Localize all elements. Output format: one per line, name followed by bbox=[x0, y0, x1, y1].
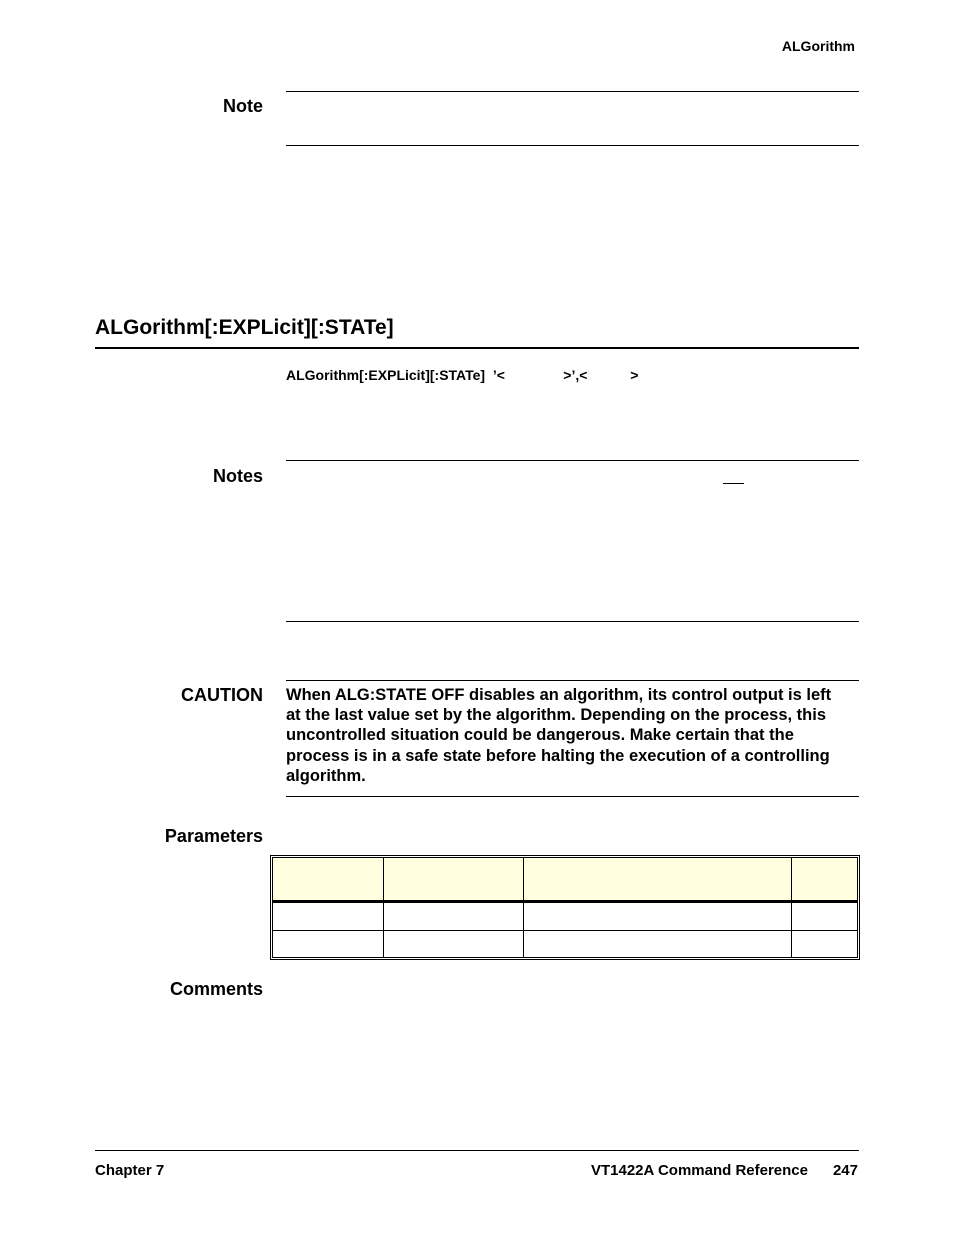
notes-bottom-rule bbox=[286, 621, 859, 622]
table-cell bbox=[272, 931, 384, 958]
note-bottom-rule bbox=[286, 145, 859, 146]
notes-label: Notes bbox=[212, 466, 263, 486]
caution-text bbox=[286, 685, 861, 786]
caution-label: CAUTION bbox=[181, 685, 263, 705]
table-row bbox=[272, 903, 858, 930]
table-cell bbox=[524, 903, 792, 930]
footer-page-number: 247 bbox=[832, 1162, 858, 1179]
caution-line: process is in a safe state before halting the execution of a controlling bbox=[286, 746, 830, 765]
table-cell bbox=[272, 903, 384, 930]
parameters-label: Parameters bbox=[164, 826, 263, 846]
table-cell bbox=[384, 903, 524, 930]
table-header-cell bbox=[272, 857, 384, 903]
caution-line: uncontrolled situation could be dangerous. Make certain that the bbox=[286, 726, 794, 745]
table-cell bbox=[384, 931, 524, 958]
table-cell bbox=[524, 931, 792, 958]
notes-top-rule bbox=[286, 460, 859, 461]
table-header-cell bbox=[384, 857, 524, 903]
comments-label: Comments bbox=[169, 979, 263, 999]
footer-chapter: Chapter 7 bbox=[95, 1162, 165, 1179]
table-header-cell bbox=[524, 857, 792, 903]
footer-rule bbox=[95, 1150, 859, 1151]
parameters-table bbox=[270, 855, 860, 960]
command-heading: ALGorithm[:EXPLicit][:STATe] bbox=[95, 316, 394, 339]
table-cell bbox=[792, 903, 858, 930]
note-label: Note bbox=[223, 96, 263, 116]
caution-bottom-rule bbox=[286, 796, 859, 797]
table-header-cell bbox=[792, 857, 858, 903]
table-header-row bbox=[272, 857, 858, 903]
caution-line: at the last value set by the algorithm. Depending on the process, this bbox=[286, 706, 827, 725]
heading-rule bbox=[95, 347, 859, 349]
notes-underline-mark bbox=[723, 483, 744, 484]
footer-reference: VT1422A Command Reference bbox=[590, 1162, 808, 1179]
caution-line: When ALG:STATE OFF disables an algorithm, its control output is left bbox=[286, 686, 832, 704]
note-top-rule bbox=[286, 91, 859, 92]
table-row bbox=[272, 931, 858, 958]
running-header: ALGorithm bbox=[781, 38, 855, 54]
caution-line: algorithm. bbox=[286, 766, 366, 785]
caution-top-rule bbox=[286, 680, 859, 681]
table-cell bbox=[792, 931, 858, 958]
command-syntax: ALGorithm[:EXPLicit][:STATe] ’< >’,< > bbox=[286, 367, 639, 383]
